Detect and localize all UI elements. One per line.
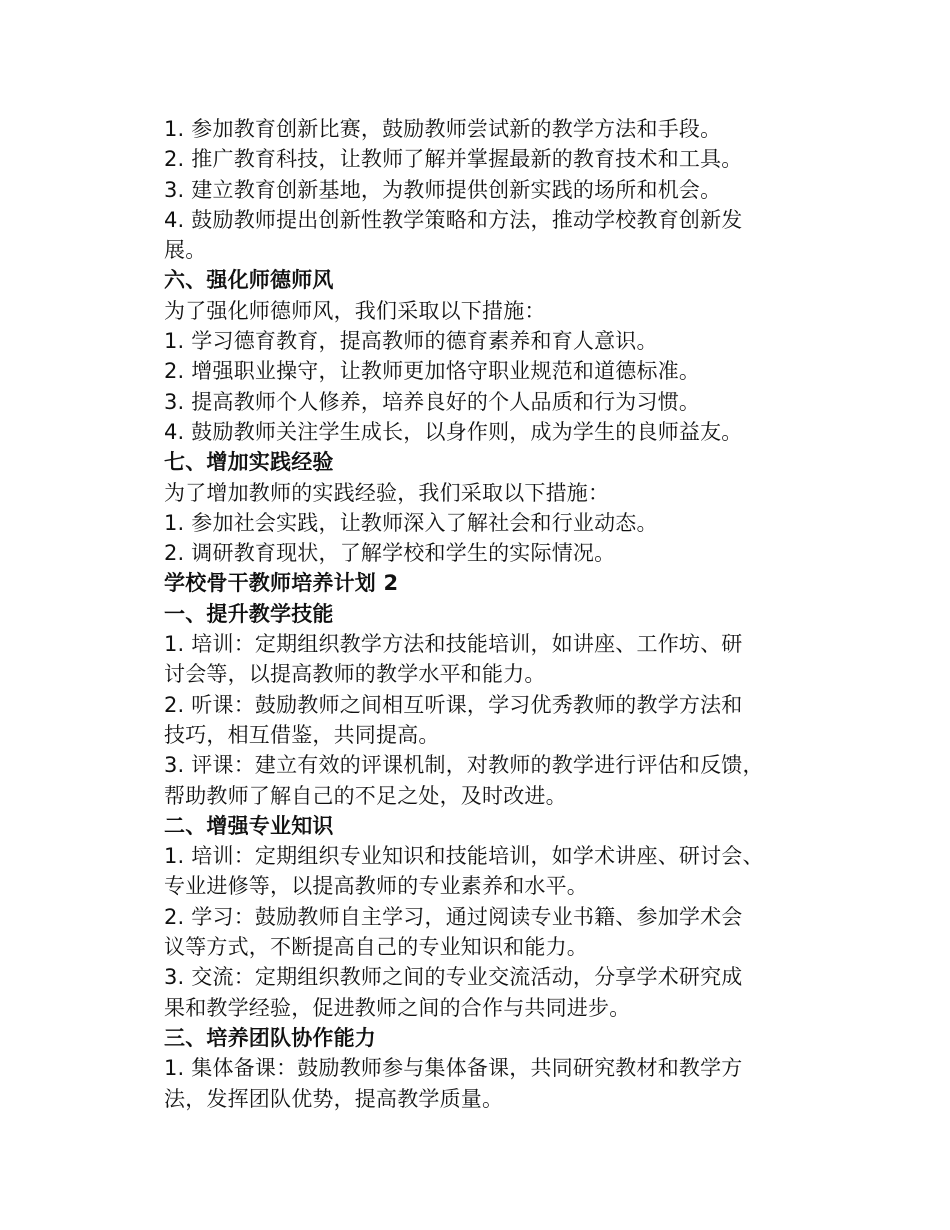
section-heading: 学校骨干教师培养计划 2 bbox=[164, 571, 399, 596]
text-line: 1. 培训：定期组织教学方法和技能培训，如讲座、工作坊、研 bbox=[164, 632, 743, 657]
text-line: 2. 增强职业操守，让教师更加恪守职业规范和道德标准。 bbox=[164, 359, 701, 384]
text-line: 法，发挥团队优势，提高教学质量。 bbox=[164, 1086, 504, 1111]
text-line: 1. 参加教育创新比赛，鼓励教师尝试新的教学方法和手段。 bbox=[164, 117, 722, 141]
text-line: 帮助教师了解自己的不足之处，及时改进。 bbox=[164, 783, 567, 808]
section-heading: 三、培养团队协作能力 bbox=[164, 1025, 376, 1050]
text-line: 3. 交流：定期组织教师之间的专业交流活动，分享学术研究成 bbox=[164, 965, 743, 990]
text-line: 4. 鼓励教师关注学生成长，以身作则，成为学生的良师益友。 bbox=[164, 419, 743, 444]
document-page bbox=[164, 114, 804, 1114]
text-line: 2. 调研教育现状，了解学校和学生的实际情况。 bbox=[164, 541, 616, 566]
text-line: 讨会等，以提高教师的教学水平和能力。 bbox=[164, 662, 546, 687]
section-heading: 六、强化师德师风 bbox=[164, 268, 334, 293]
text-line: 1. 学习德育教育，提高教师的德育素养和育人意识。 bbox=[164, 329, 658, 354]
text-line: 2. 学习：鼓励教师自主学习，通过阅读专业书籍、参加学术会 bbox=[164, 904, 743, 929]
text-line: 3. 建立教育创新基地，为教师提供创新实践的场所和机会。 bbox=[164, 177, 722, 202]
section-heading: 二、增强专业知识 bbox=[164, 813, 334, 838]
text-line: 1. 培训：定期组织专业知识和技能培训，如学术讲座、研讨会、 bbox=[164, 844, 764, 869]
text-line: 为了增加教师的实践经验，我们采取以下措施： bbox=[164, 480, 610, 505]
text-line: 3. 提高教师个人修养，培养良好的个人品质和行为习惯。 bbox=[164, 389, 701, 414]
text-line: 专业进修等，以提高教师的专业素养和水平。 bbox=[164, 874, 588, 899]
text-line: 议等方式，不断提高自己的专业知识和能力。 bbox=[164, 935, 588, 960]
section-heading: 一、提升教学技能 bbox=[164, 601, 334, 626]
section-heading: 七、增加实践经验 bbox=[164, 450, 334, 475]
text-line: 果和教学经验，促进教师之间的合作与共同进步。 bbox=[164, 995, 631, 1020]
text-line: 1. 参加社会实践，让教师深入了解社会和行业动态。 bbox=[164, 510, 658, 535]
text-line: 技巧，相互借鉴，共同提高。 bbox=[164, 722, 440, 747]
text-line: 2. 推广教育科技，让教师了解并掌握最新的教育技术和工具。 bbox=[164, 147, 743, 172]
text-line: 为了强化师德师风，我们采取以下措施： bbox=[164, 298, 546, 323]
text-line: 3. 评课：建立有效的评课机制，对教师的教学进行评估和反馈， bbox=[164, 753, 764, 778]
text-line: 2. 听课：鼓励教师之间相互听课，学习优秀教师的教学方法和 bbox=[164, 692, 743, 717]
text-line: 展。 bbox=[164, 238, 207, 263]
text-line: 1. 集体备课：鼓励教师参与集体备课，共同研究教材和教学方 bbox=[164, 1056, 743, 1081]
text-line: 4. 鼓励教师提出创新性教学策略和方法，推动学校教育创新发 bbox=[164, 207, 743, 232]
